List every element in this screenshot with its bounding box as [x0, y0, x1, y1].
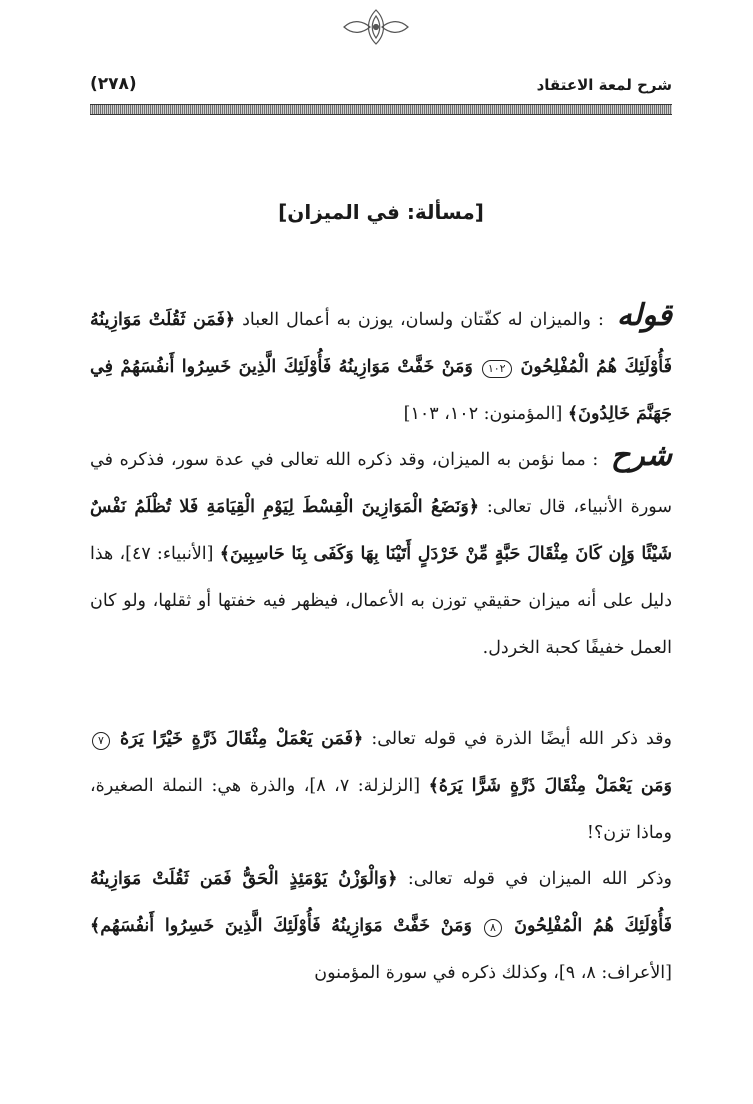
ayah-3b: وَمَن يَعْمَلْ مِثْقَالَ ذَرَّةٍ شَرًّا يَرَهُ﴾ [428, 776, 672, 796]
sharh-text-3a: وذكر الله الميزان في قوله تعالى: [407, 869, 672, 889]
ayah-4a: ﴿وَالْوَزْنُ يَوْمَئِذٍ الْحَقُّ فَمَن ثَقُلَتْ مَوَازِينُهُ فَأُوْلَئِكَ هُمُ الْمُفْلِحُونَ [90, 869, 672, 936]
matn-block [90, 292, 672, 438]
ayah-number-badge: ٨ [484, 919, 502, 937]
header-rule [90, 104, 672, 115]
ayah-1b: وَمَنْ خَفَّتْ مَوَازِينُهُ فَأُوْلَئِكَ الَّذِينَ خَسِرُوا أَنفُسَهُمْ فِي جَهَنَّمَ خَالِدُونَ﴾ [90, 357, 672, 424]
ayah-2: ﴿وَنَضَعُ الْمَوَازِينَ الْقِسْطَ لِيَوْمِ الْقِيَامَةِ فَلا تُظْلَمُ نَفْسٌ شَيْئًا وَإِن كَانَ مِثْقَالَ حَبَّةٍ مِّنْ خَرْدَلٍ أَتَيْنَا بِهَا وَكَفَى بِنَا حَاسِبِينَ﴾ [90, 497, 672, 564]
sharh-lead: شرح [610, 438, 672, 473]
ayah-reference: [المؤمنون: ١٠٢، ١٠٣] [403, 404, 563, 424]
matn-paragraph [90, 292, 672, 438]
sharh-text-3b: [الأعراف: ٨، ٩]، وكذلك ذكره في سورة المؤمنون [314, 963, 672, 983]
sharh-block [90, 432, 672, 672]
ayah-1a: ﴿فَمَن ثَقُلَتْ مَوَازِينُهُ فَأُوْلَئِكَ هُمُ الْمُفْلِحُونَ [90, 310, 672, 377]
ayah-4b: وَمَنْ خَفَّتْ مَوَازِينُهُ فَأُوْلَئِكَ الَّذِينَ خَسِرُوا أَنفُسَهُم﴾ [90, 916, 472, 936]
sharh-block-3 [90, 856, 672, 997]
top-ornament [336, 6, 416, 48]
ayah-3a: ﴿فَمَن يَعْمَلْ مِثْقَالَ ذَرَّةٍ خَيْرًا يَرَهُ [120, 729, 364, 749]
sharh-text-1b: [الأنبياء: ٤٧]، هذا دليل على أنه ميزان حقيقي توزن به الأعمال، فيظهر فيه خفتها أو ثقلها، ولو كان العمل خفيفًا كحبة الخردل. [90, 544, 672, 658]
sharh-paragraph-2 [90, 716, 672, 857]
sharh-paragraph-3 [90, 856, 672, 997]
running-title: شرح لمعة الاعتقاد [536, 76, 672, 94]
ayah-number-badge: ١٠٢ [482, 360, 512, 378]
sharh-paragraph-1 [90, 432, 672, 672]
page-number: (٢٧٨) [90, 74, 137, 94]
page-header [90, 72, 672, 102]
ayah-number-badge: ٧ [92, 732, 110, 750]
sharh-block-2 [90, 716, 672, 857]
matn-lead: قوله [616, 298, 672, 333]
matn-text: : والميزان له كفّتان ولسان، يوزن به أعمال العباد [242, 310, 604, 330]
sharh-text-2b: [الزلزلة: ٧، ٨]، والذرة هي: النملة الصغيرة، وماذا تزن؟! [90, 776, 672, 843]
sharh-text-1: : مما نؤمن به الميزان، وقد ذكره الله تعالى في عدة سور، فذكره في سورة الأنبياء، قال تعالى: [90, 450, 672, 517]
sharh-text-2a: وقد ذكر الله أيضًا الذرة في قوله تعالى: [371, 729, 672, 749]
section-title: [مسألة: في الميزان] [278, 200, 484, 224]
